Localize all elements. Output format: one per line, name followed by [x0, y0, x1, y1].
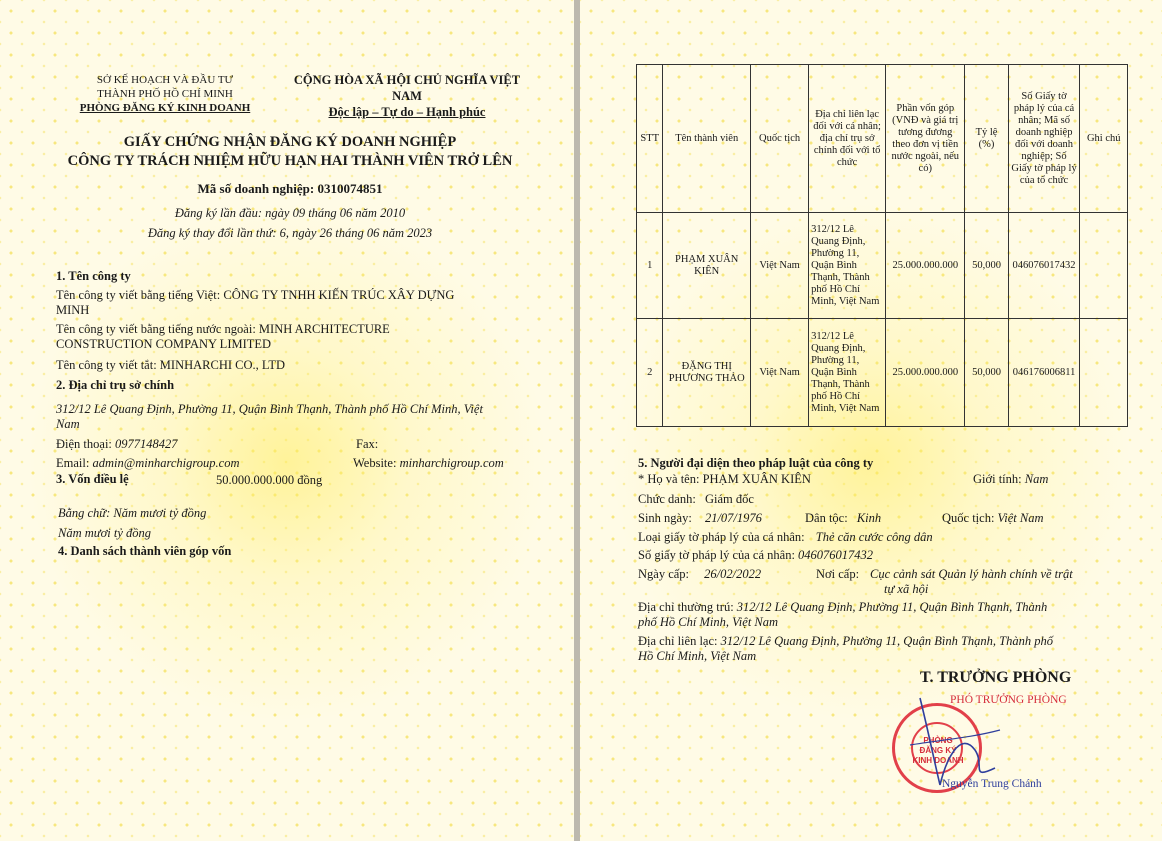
website-label: Website:	[353, 456, 397, 470]
contact-value-2: Hồ Chí Minh, Việt Nam	[638, 649, 757, 663]
vn-company-name	[56, 288, 526, 318]
issue-date-label: Ngày cấp:	[638, 567, 690, 581]
short-company-name: Tên công ty viết tắt: MINHARCHI CO., LTD	[56, 358, 286, 372]
issue-place-label-wrap	[816, 567, 859, 582]
signature-title: T. TRƯỞNG PHÒNG	[920, 669, 1072, 686]
section-charter-capital: 3. Vốn điều lệ	[56, 472, 129, 486]
table-row	[637, 213, 1128, 319]
ethnic-label: Dân tộc:	[805, 511, 848, 525]
ethnic-row	[805, 511, 881, 526]
representative-name: * Họ và tên: PHẠM XUÂN KIÊN	[638, 472, 811, 486]
seal-line-1: PHÒNG	[923, 736, 953, 745]
foreign-name-line-2: CONSTRUCTION COMPANY LIMITED	[56, 337, 272, 351]
permanent-address	[638, 600, 1118, 630]
members-table	[636, 64, 1128, 427]
col-legal-id: Số Giấy tờ pháp lý của cá nhân; Mã số doanh nghiệp đối với doanh nghiệp; Số Giấy tờ pháp lý của tổ chức	[1008, 65, 1080, 213]
national-title: CỘNG HÒA XÃ HỘI CHỦ NGHĨA VIỆT NAM	[293, 73, 521, 103]
seal-line-3: KINH DOANH	[912, 756, 964, 765]
contact-label: Địa chỉ liên lạc:	[638, 634, 718, 648]
phone-label: Điện thoại:	[56, 437, 112, 451]
vn-name-line-2: MINH	[56, 303, 90, 317]
doc-no-value: 046076017432	[798, 548, 874, 562]
permanent-value-1: 312/12 Lê Quang Định, Phường 11, Quận Bình Thạnh, Thành	[736, 600, 1048, 614]
section-legal-representative: 5. Người đại diện theo pháp luật của công ty	[638, 456, 874, 470]
issue-date-value: 26/02/2022	[704, 567, 762, 581]
issuer-line-1: SỞ KẾ HOẠCH VÀ ĐẦU TƯ	[96, 74, 234, 86]
issuer-line-3: PHÒNG ĐĂNG KÝ KINH DOANH	[79, 102, 251, 114]
enterprise-code: Mã số doanh nghiệp: 0310074851	[197, 181, 383, 196]
row-nationality: Việt Nam	[751, 319, 809, 427]
doc-type-row	[638, 530, 933, 545]
row-stt: 2	[637, 319, 663, 427]
permanent-label: Địa chỉ thường trú:	[638, 600, 734, 614]
doc-type-value: Thẻ căn cước công dân	[815, 530, 933, 544]
certificate-subtitle: CÔNG TY TRÁCH NHIỆM HỮU HẠN HAI THÀNH VIÊN TRỞ LÊN	[67, 153, 513, 169]
contact-value-1: 312/12 Lê Quang Định, Phường 11, Quận Bình Thạnh, Thành phố	[720, 634, 1053, 648]
col-note: Ghi chú	[1080, 65, 1128, 213]
doc-type-label: Loại giấy tờ pháp lý của cá nhân:	[638, 530, 805, 544]
permanent-value-2: phố Hồ Chí Minh, Việt Nam	[638, 615, 779, 629]
issue-place-label: Nơi cấp:	[816, 567, 860, 581]
nationality-value: Việt Nam	[997, 511, 1044, 525]
position-value: Giám đốc	[704, 492, 754, 506]
row-note	[1080, 213, 1128, 319]
gender-value: Nam	[1024, 472, 1049, 486]
capital-in-words-2: Năm mươi tỷ đồng	[58, 526, 151, 540]
seal-line-2: ĐĂNG KÝ	[919, 746, 957, 755]
vn-name-line-1: Tên công ty viết bằng tiếng Việt: CÔNG TY TNHH KIẾN TRÚC XÂY DỰNG	[56, 288, 455, 302]
gender-row	[973, 472, 1048, 487]
certificate-title: GIẤY CHỨNG NHẬN ĐĂNG KÝ DOANH NGHIỆP	[123, 134, 457, 150]
address-line-2: Nam	[56, 417, 80, 431]
address-line-1: 312/12 Lê Quang Định, Phường 11, Quận Bình Thạnh, Thành phố Hồ Chí Minh, Việt	[56, 402, 483, 416]
contact-address	[638, 634, 1118, 664]
gender-label: Giới tính:	[973, 472, 1022, 486]
first-registration: Đăng ký lần đầu: ngày 09 tháng 06 năm 2010	[174, 206, 406, 220]
signer-name: Nguyễn Trung Chánh	[942, 778, 1042, 790]
phone-value: 0977148427	[115, 437, 178, 451]
signature-subtitle: PHÓ TRƯỞNG PHÒNG	[950, 694, 1067, 706]
nationality-label: Quốc tịch:	[942, 511, 995, 525]
issue-date-row	[638, 567, 761, 582]
website-row	[353, 456, 504, 471]
row-legal-id: 046176006811	[1008, 319, 1080, 427]
row-ratio: 50,000	[965, 319, 1008, 427]
doc-no-label: Số giấy tờ pháp lý của cá nhân:	[638, 548, 795, 562]
email-value: admin@minharchigroup.com	[92, 456, 240, 470]
issue-place-line-2: tự xã hội	[884, 582, 929, 596]
position-row	[638, 492, 754, 507]
section-members: 4. Danh sách thành viên góp vốn	[58, 544, 232, 558]
certificate-page-1	[0, 0, 574, 841]
row-address: 312/12 Lê Quang Định, Phường 11, Quận Bình Thạnh, Thành phố Hồ Chí Minh, Việt Nam	[809, 213, 886, 319]
row-note	[1080, 319, 1128, 427]
nationality-row	[942, 511, 1044, 526]
head-office-address	[56, 402, 531, 432]
foreign-name-line-1: Tên công ty viết bằng tiếng nước ngoài: MINH ARCHITECTURE	[56, 322, 390, 336]
col-nationality: Quốc tịch	[751, 65, 809, 213]
national-header	[282, 72, 532, 120]
national-motto: Độc lập – Tự do – Hạnh phúc	[328, 105, 486, 119]
row-legal-id: 046076017432	[1008, 213, 1080, 319]
issuer-header	[60, 73, 270, 115]
issuer-line-2: THÀNH PHỐ HỒ CHÍ MINH	[97, 88, 233, 100]
position-label: Chức danh:	[638, 492, 696, 506]
row-ratio: 50,000	[965, 213, 1008, 319]
row-member-name: PHẠM XUÂN KIÊN	[663, 213, 751, 319]
phone-row	[56, 437, 178, 452]
table-header-row	[637, 65, 1128, 213]
table-row	[637, 319, 1128, 427]
email-label: Email:	[56, 456, 90, 470]
dob-row	[638, 511, 762, 526]
issue-place-line-1: Cục cảnh sát Quản lý hành chính về trật	[870, 567, 1073, 581]
col-member-name: Tên thành viên	[663, 65, 751, 213]
certificate-page-2	[580, 0, 1162, 841]
dob-value: 21/07/1976	[704, 511, 762, 525]
section-head-office: 2. Địa chỉ trụ sở chính	[56, 378, 175, 392]
dob-label: Sinh ngày:	[638, 511, 692, 525]
col-address: Địa chỉ liên lạc đối với cá nhân; địa chỉ trụ sở chính đối với tổ chức	[809, 65, 886, 213]
row-capital: 25.000.000.000	[886, 319, 965, 427]
capital-in-words: Bằng chữ: Năm mươi tỷ đồng	[58, 506, 207, 520]
col-ratio: Tỷ lệ (%)	[965, 65, 1008, 213]
fax-label: Fax:	[356, 437, 379, 451]
change-registration: Đăng ký thay đổi lần thứ: 6, ngày 26 tháng 06 năm 2023	[147, 226, 433, 240]
row-stt: 1	[637, 213, 663, 319]
section-company-name: 1. Tên công ty	[56, 269, 131, 283]
row-nationality: Việt Nam	[751, 213, 809, 319]
registration-dates	[40, 203, 540, 243]
ethnic-value: Kinh	[856, 511, 882, 525]
issue-place-value	[870, 567, 1110, 597]
foreign-company-name	[56, 322, 526, 352]
row-capital: 25.000.000.000	[886, 213, 965, 319]
website-value: minharchigroup.com	[399, 456, 504, 470]
row-member-name: ĐẶNG THỊ PHƯƠNG THẢO	[663, 319, 751, 427]
charter-capital-value: 50.000.000.000 đồng	[216, 473, 323, 487]
col-stt: STT	[637, 65, 663, 213]
doc-no-row	[638, 548, 873, 563]
col-capital: Phần vốn góp (VNĐ và giá trị tương đương theo đơn vị tiền nước ngoài, nếu có)	[886, 65, 965, 213]
email-row	[56, 456, 239, 471]
row-address: 312/12 Lê Quang Định, Phường 11, Quận Bình Thạnh, Thành phố Hồ Chí Minh, Việt Nam	[809, 319, 886, 427]
